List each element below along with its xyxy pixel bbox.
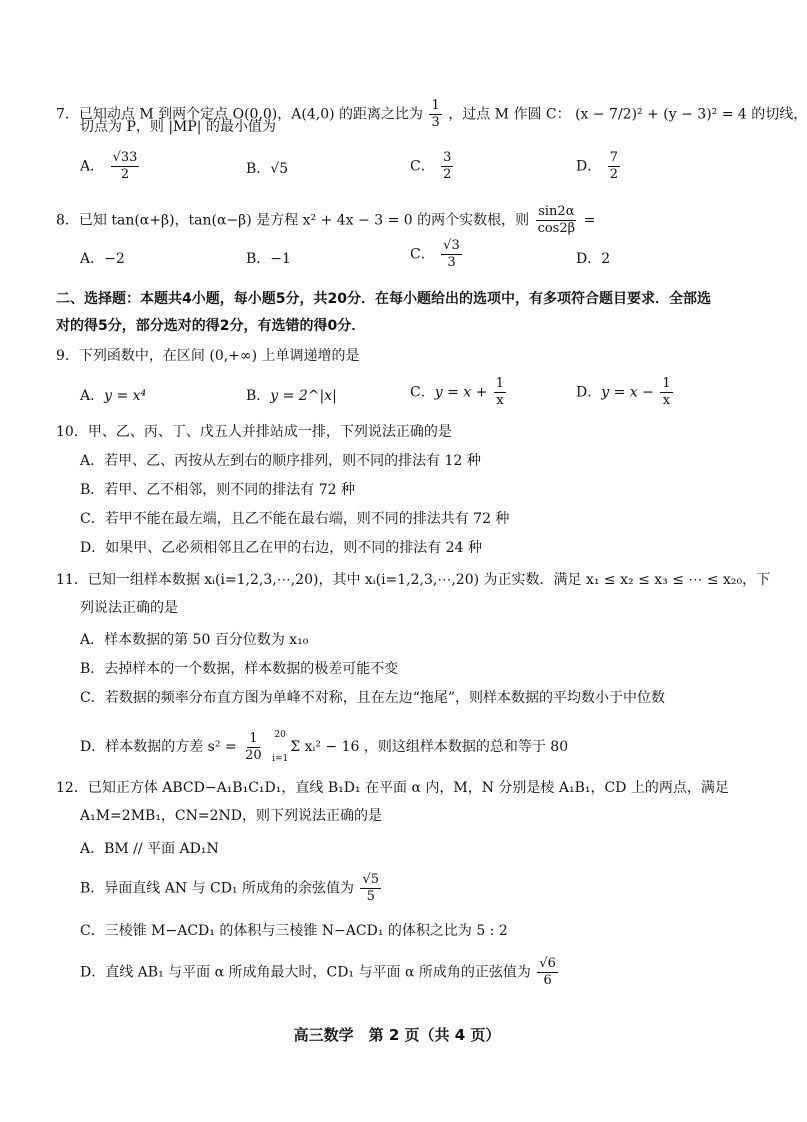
q8-option-c[interactable]: C． $\frac{√3}{3}$ (410, 238, 460, 270)
q7-stem-line1: 7．已知动点 M 到两个定点 O(0,0)，A(4,0) 的距离之比为 $\frac{1}{3}$ ，过点 M 作圆 C： (x − 7/2)² + (y − 3)² = 4 的切线， (56, 98, 807, 130)
section2-instructions-line1: 二、选择题：本题共4小题，每小题5分，共20分．在每小题给出的选项中，有多项符合题目要求．全部选 (56, 291, 711, 307)
q11-option-a[interactable]: A．样本数据的第 50 百分位数为 x₁₀ (80, 632, 309, 648)
q8-option-b[interactable]: B．−1 (246, 251, 291, 267)
q9-option-b[interactable]: B．y = 2^|x| (246, 388, 337, 404)
q9-stem: 9．下列函数中，在区间 (0,+∞) 上单调递增的是 (56, 348, 360, 364)
q8-fraction: $\frac{\sin 2\alpha}{\cos 2\beta}$ (537, 204, 576, 236)
q12-stem-line1: 12．已知正方体 ABCD−A₁B₁C₁D₁，直线 B₁D₁ 在平面 α 内，M，N 分别是棱 A₁B₁，CD 上的两点，满足 (56, 780, 729, 796)
q7-ratio-fraction: $\frac{1}{3}$ (431, 98, 440, 130)
q7-stem-line2: 切点为 P，则 |MP| 的最小值为 (80, 119, 276, 135)
q8-option-d[interactable]: D．2 (576, 251, 611, 267)
q7-circle-equation: (x − 7/2)² + (y − 3)² = 4 (575, 106, 747, 123)
q9-option-d[interactable]: D．y = x − $\frac{1}{x}$ (576, 376, 671, 408)
q11-option-d[interactable]: D．样本数据的方差 s² = $\frac{1}{20}$ 20 i=1 Σ xᵢ² − 16 ，则这组样本数据的总和等于 80 (80, 730, 569, 764)
q11-stem-line1: 11．已知一组样本数据 xᵢ(i=1,2,3,⋯,20)，其中 xᵢ(i=1,2,3,⋯,20) 为正实数．满足 x₁ ≤ x₂ ≤ x₃ ≤ ⋯ ≤ x₂₀，下 (56, 572, 771, 588)
q8-option-a[interactable]: A．−2 (80, 251, 125, 267)
q10-option-a[interactable]: A．若甲、乙、丙按从左到右的顺序排列，则不同的排法有 12 种 (80, 453, 481, 469)
q12-stem-line2: A₁M=2MB₁，CN=2ND，则下列说法正确的是 (80, 808, 383, 824)
page-footer: 高三数学 第 2 页（共 4 页） (293, 1026, 501, 1044)
q7-option-a[interactable]: A． $\frac{√33}{2}$ (80, 150, 138, 182)
q10-option-d[interactable]: D．如果甲、乙必须相邻且乙在甲的右边，则不同的排法有 24 种 (80, 540, 482, 556)
q11-option-c[interactable]: C．若数据的频率分布直方图为单峰不对称，且在左边“拖尾”，则样本数据的平均数小于中位数 (80, 690, 666, 706)
q10-option-b[interactable]: B．若甲、乙不相邻，则不同的排法有 72 种 (80, 482, 356, 498)
q7-option-b[interactable]: B．√5 (246, 161, 289, 177)
q12-option-c[interactable]: C．三棱锥 M−ACD₁ 的体积与三棱锥 N−ACD₁ 的体积之比为 5 : 2 (80, 923, 508, 939)
q12-option-d[interactable]: D．直线 AB₁ 与平面 α 所成角最大时，CD₁ 与平面 α 所成角的正弦值为 $\frac{√6}{6}$ (80, 956, 556, 988)
q11-stem-line2: 列说法正确的是 (80, 600, 178, 616)
section2-instructions-line2: 对的得5分，部分选对的得2分，有选错的得0分． (56, 318, 366, 334)
q12-option-b[interactable]: B．异面直线 AN 与 CD₁ 所成角的余弦值为 $\frac{√5}{5}$ (80, 872, 380, 904)
q7-option-d[interactable]: D． $\frac{7}{2}$ (576, 150, 618, 182)
q12-option-a[interactable]: A．BM // 平面 AD₁N (80, 841, 219, 857)
q10-option-c[interactable]: C．若甲不能在最左端，且乙不能在最右端，则不同的排法共有 72 种 (80, 511, 510, 527)
q9-option-c[interactable]: C．y = x + $\frac{1}{x}$ (410, 376, 505, 408)
q8-stem: 8．已知 tan(α+β)，tan(α−β) 是方程 x² + 4x − 3 = 0 的两个实数根，则 $\frac{\sin 2\alpha}{\cos 2\beta}$ = (56, 204, 596, 236)
q11-option-b[interactable]: B．去掉样本的一个数据，样本数据的极差可能不变 (80, 661, 399, 677)
q10-stem: 10．甲、乙、丙、丁、戊五人并排站成一排，下列说法正确的是 (56, 424, 452, 440)
q11-sum-limits: 20 i=1 (272, 730, 289, 764)
q9-option-a[interactable]: A．y = x⁴ (80, 388, 147, 404)
q7-option-c[interactable]: C． $\frac{3}{2}$ (410, 150, 452, 182)
